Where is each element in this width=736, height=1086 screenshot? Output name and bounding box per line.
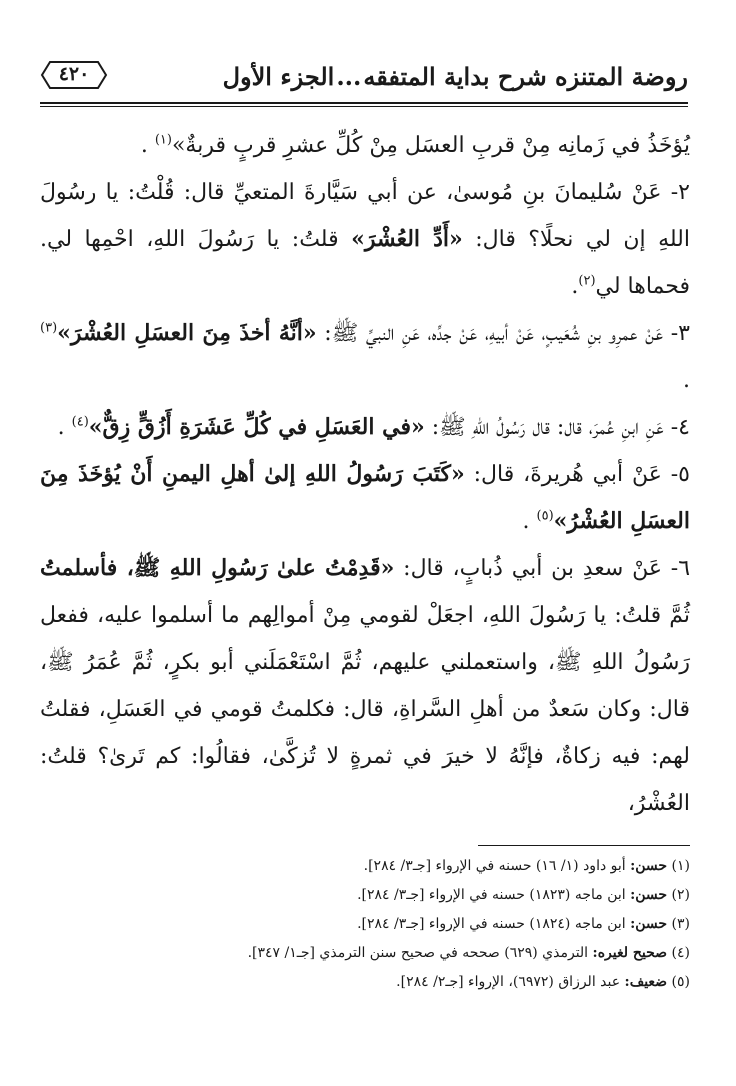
hadith-quote: «كَتَبَ رَسُولُ اللهِ إلىٰ أهلِ اليمنِ أَنْ يُؤخَذَ مِنَ العسَلِ العُشْرُ»	[40, 461, 690, 534]
volume-label: الجزء الأول	[222, 62, 335, 91]
footnote: (٥) ضعيف: عبد الرزاق (٦٩٧٢)، الإرواء [جـ٢/ ٢٨٤].	[396, 974, 690, 990]
footnote-ref: (١)	[154, 132, 172, 148]
hadith-5: ٥- عَنْ أبي هُريرةَ، قال: «كَتَبَ رَسُولُ اللهِ إلىٰ أهلِ اليمنِ أَنْ يُؤخَذَ مِنَ العسَلِ العُشْرُ»$^{(٥)}$ .	[40, 461, 690, 534]
footnote: (٢) حسن: ابن ماجه (١٨٢٣) حسنه في الإرواء [جـ٣/ ٢٨٤].	[357, 887, 690, 903]
footnote-ref: (٥)	[536, 508, 554, 524]
header-rule-thin	[40, 106, 688, 107]
footnote-ref: (٣)	[40, 320, 58, 336]
hadith-quote: «أَدِّ العُشْرَ»	[351, 226, 463, 252]
body-text	[40, 122, 690, 827]
hadith-quote: «قَدِمْتُ علىٰ رَسُولِ اللهِ ﷺ، فأسلمتُ	[40, 555, 395, 581]
footnote-ref: (٢)	[578, 273, 596, 289]
page-number-badge	[40, 60, 108, 90]
footnote: (٤) صحيح لغيره: الترمذي (٦٢٩) صححه في صحيح سنن الترمذي [جـ١/ ٣٤٧].	[247, 945, 690, 961]
page-number: ٤٢٠	[58, 63, 90, 85]
footnote-ref: (٤)	[71, 414, 89, 430]
footnote: (٣) حسن: ابن ماجه (١٨٢٤) حسنه في الإرواء [جـ٣/ ٢٨٤].	[357, 916, 690, 932]
hadith-2: ٢- عَنْ سُليمانَ بنِ مُوسىٰ، عن أبي سَيَّارةَ المتعيِّ قال: قُلْتُ: يا رسُولَ اللهِ إن لي نحلًا؟ قال: «أَدِّ العُشْرَ» قلتُ: يا رَسُولَ اللهِ، احْمِها لي. فحماها لي$^{(٢)}$.	[40, 180, 690, 299]
running-header	[40, 58, 688, 100]
hadith-3: ٣- عَنْ عمرِو بنِ شُعَيبٍ، عَنْ أبيهِ، عَنْ جدِّه، عَنِ النبيِّ ﷺ: «أنَّهُ أخذَ مِنَ العسَلِ العُشْرَ»$^{(٣)}$ .	[40, 320, 690, 393]
hadith-quote: «أنَّهُ أخذَ مِنَ العسَلِ العُشْرَ»	[57, 320, 317, 346]
header-rule	[40, 102, 688, 104]
title-ellipsis: ...	[336, 62, 362, 91]
hadith-6: ٦- عَنْ سعدِ بن أبي ذُبابٍ، قال: «قَدِمْتُ علىٰ رَسُولِ اللهِ ﷺ، فأسلمتُ ثُمَّ قلتُ: يا رَسُولَ اللهِ، اجعَلْ لقومي مِنْ أموالِهم ما أسلموا عليه، ففعل رَسُولُ اللهِ ﷺ، واستعملني عليهم، ثُمَّ اسْتَعْمَلَني أبو بكرٍ، ثُمَّ عُمَرُ ﷺ، قال: وكان سَعدٌ من أهلِ السَّراةِ، قال: فكلمتُ قومي في العَسَلِ، فقلتُ لهم: فيه زكاةٌ، فإنَّهُ لا خيرَ في ثمرةٍ لا تُزكَّىٰ، فقالُوا: كم تَرىٰ؟ قلتُ: العُشْرُ،	[40, 555, 691, 816]
hadith-4: ٤- عَنِ ابنِ عُمرَ، قال: قال رَسُولُ اللهِ ﷺ: «في العَسَلِ في كُلِّ عَشَرَةِ أَزُقٍّ زِقٌّ»$^{(٤)}$ .	[57, 414, 690, 440]
header-title	[223, 62, 688, 91]
paragraph-continuation: يُؤخَذُ في زَمانِه مِنْ قربِ العسَل مِنْ كُلِّ عشرِ قربٍ قربةٌ»$^{(١)}$ .	[140, 132, 690, 158]
footnote-separator	[478, 845, 690, 846]
footnote: (١) حسن: أبو داود (١/ ١٦) حسنه في الإرواء [جـ٣/ ٢٨٤].	[363, 858, 690, 874]
footnotes	[50, 852, 690, 997]
book-title: روضة المتنزه شرح بداية المتفقه	[363, 62, 688, 91]
hadith-quote: «في العَسَلِ في كُلِّ عَشَرَةِ أَزُقٍّ زِقٌّ»	[88, 414, 425, 440]
